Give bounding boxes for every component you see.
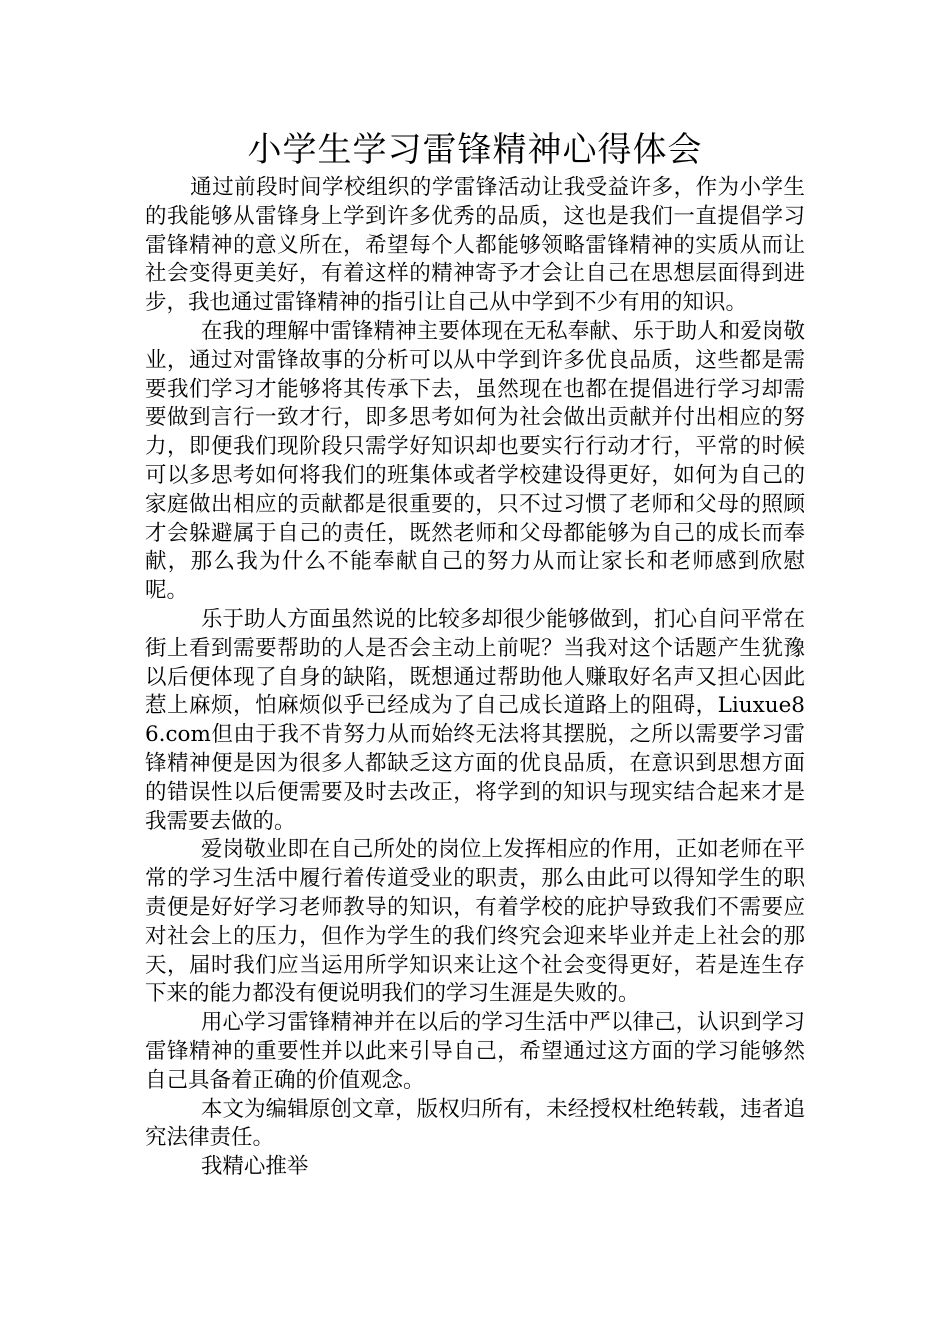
paragraph-understanding: 在我的理解中雷锋精神主要体现在无私奉献、乐于助人和爱岗敬业，通过对雷锋故事的分析可以从中学到许多优良品质，这些都是需要我们学习才能够将其传承下去，虽然现在也都在提倡进行学习却需要做到言行一致才行，即多思考如何为社会做出贡献并付出相应的努力，即便我们现阶段只需学好知识却也要实行行动才行，平常的时候可以多思考如何将我们的班集体或者学校建设得更好，如何为自己的家庭做出相应的贡献都是很重要的，只不过习惯了老师和父母的照顾才会躲避属于自己的责任，既然老师和父母都能够为自己的成长而奉献，那么我为什么不能奉献自己的努力从而让家长和老师感到欣慰呢。 xyxy=(145,318,805,604)
paragraph-copyright: 本文为编辑原创文章，版权归所有，未经授权杜绝转载，违者追究法律责任。 xyxy=(145,1096,805,1151)
paragraph-dedication: 爱岗敬业即在自己所处的岗位上发挥相应的作用，正如老师在平常的学习生活中履行着传道受业的职责，那么由此可以得知学生的职责便是好好学习老师教导的知识，有着学校的庇护导致我们不需要应对社会上的压力，但作为学生的我们终究会迎来毕业并走上社会的那天，届时我们应当运用所学知识来让这个社会变得更好，若是连生存下来的能力都没有便说明我们的学习生涯是失败的。 xyxy=(145,837,805,1007)
paragraph-conclusion: 用心学习雷锋精神并在以后的学习生活中严以律己，认识到学习雷锋精神的重要性并以此来引导自己，希望通过这方面的学习能够然自己具备着正确的价值观念。 xyxy=(145,1010,805,1093)
document-title: 小学生学习雷锋精神心得体会 xyxy=(247,130,703,170)
document-body xyxy=(145,174,805,1182)
paragraph-helping-others: 乐于助人方面虽然说的比较多却很少能够做到，扪心自问平常在街上看到需要帮助的人是否会主动上前呢？当我对这个话题产生犹豫以后便体现了自身的缺陷，既想通过帮助他人赚取好名声又担心因此惹上麻烦，怕麻烦似乎已经成为了自己成长道路上的阻碍，Liuxue86.com但由于我不肯努力从而始终无法将其摆脱，之所以需要学习雷锋精神便是因为很多人都缺乏这方面的优良品质，在意识到思想方面的错误性以后便需要及时去改正，将学到的知识与现实结合起来才是我需要去做的。 xyxy=(145,606,805,834)
paragraph-recommend: 我精心推举 xyxy=(200,1154,309,1180)
paragraph-intro: 通过前段时间学校组织的学雷锋活动让我受益许多，作为小学生的我能够从雷锋身上学到许多优秀的品质，这也是我们一直提倡学习雷锋精神的意义所在，希望每个人都能够领略雷锋精神的实质从而让社会变得更美好，有着这样的精神寄予才会让自己在思想层面得到进步，我也通过雷锋精神的指引让自己从中学到不少有用的知识。 xyxy=(145,175,805,316)
